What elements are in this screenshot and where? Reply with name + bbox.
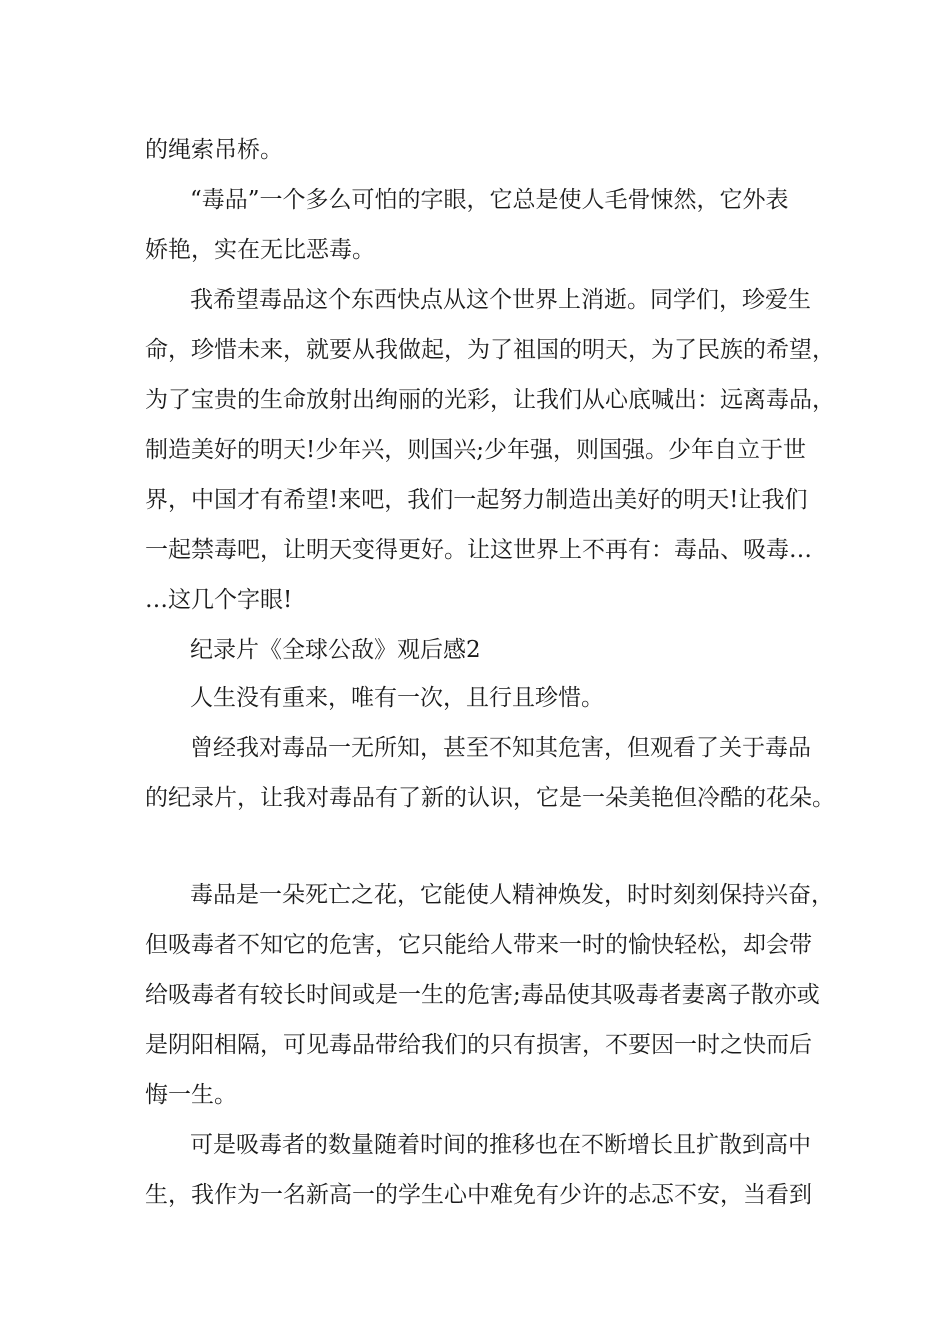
- text-line: 为了宝贵的生命放射出绚丽的光彩，让我们从心底喊出：远离毒品，: [145, 387, 835, 413]
- text-line: 毒品是一朵死亡之花，它能使人精神焕发，时时刻刻保持兴奋，: [190, 882, 834, 908]
- text-line: 命，珍惜未来，就要从我做起，为了祖国的明天，为了民族的希望，: [145, 337, 835, 363]
- text-line: 制造美好的明天!少年兴，则国兴;少年强，则国强。少年自立于世: [145, 437, 806, 463]
- text-line: 曾经我对毒品一无所知，甚至不知其危害，但观看了关于毒品: [190, 735, 811, 761]
- text-line: 的纪录片，让我对毒品有了新的认识，它是一朵美艳但冷酷的花朵。: [145, 785, 835, 811]
- text-line: 但吸毒者不知它的危害，它只能给人带来一时的愉快轻松，却会带: [145, 932, 812, 958]
- text-line: 可是吸毒者的数量随着时间的推移也在不断增长且扩散到高中: [190, 1132, 811, 1158]
- text-line: 界，中国才有希望!来吧，我们一起努力制造出美好的明天!让我们: [145, 487, 808, 513]
- section-heading: 纪录片《全球公敌》观后感2: [190, 637, 481, 663]
- text-line: “毒品”一个多么可怕的字眼，它总是使人毛骨悚然，它外表: [190, 187, 789, 213]
- text-line: 人生没有重来，唯有一次，且行且珍惜。: [190, 685, 604, 711]
- text-line: 的绳索吊桥。: [145, 137, 283, 163]
- text-line: 一起禁毒吧，让明天变得更好。让这世界上不再有：毒品、吸毒…: [145, 537, 812, 563]
- text-line: 生，我作为一名新高一的学生心中难免有少许的忐忑不安，当看到: [145, 1182, 812, 1208]
- text-line: 是阴阳相隔，可见毒品带给我们的只有损害，不要因一时之快而后: [145, 1032, 812, 1058]
- text-line: 给吸毒者有较长时间或是一生的危害;毒品使其吸毒者妻离子散亦或: [145, 982, 820, 1008]
- text-line: 悔一生。: [145, 1082, 237, 1108]
- text-line: 娇艳，实在无比恶毒。: [145, 237, 375, 263]
- text-line: …这几个字眼!: [145, 587, 293, 613]
- text-line: 我希望毒品这个东西快点从这个世界上消逝。同学们，珍爱生: [190, 287, 811, 313]
